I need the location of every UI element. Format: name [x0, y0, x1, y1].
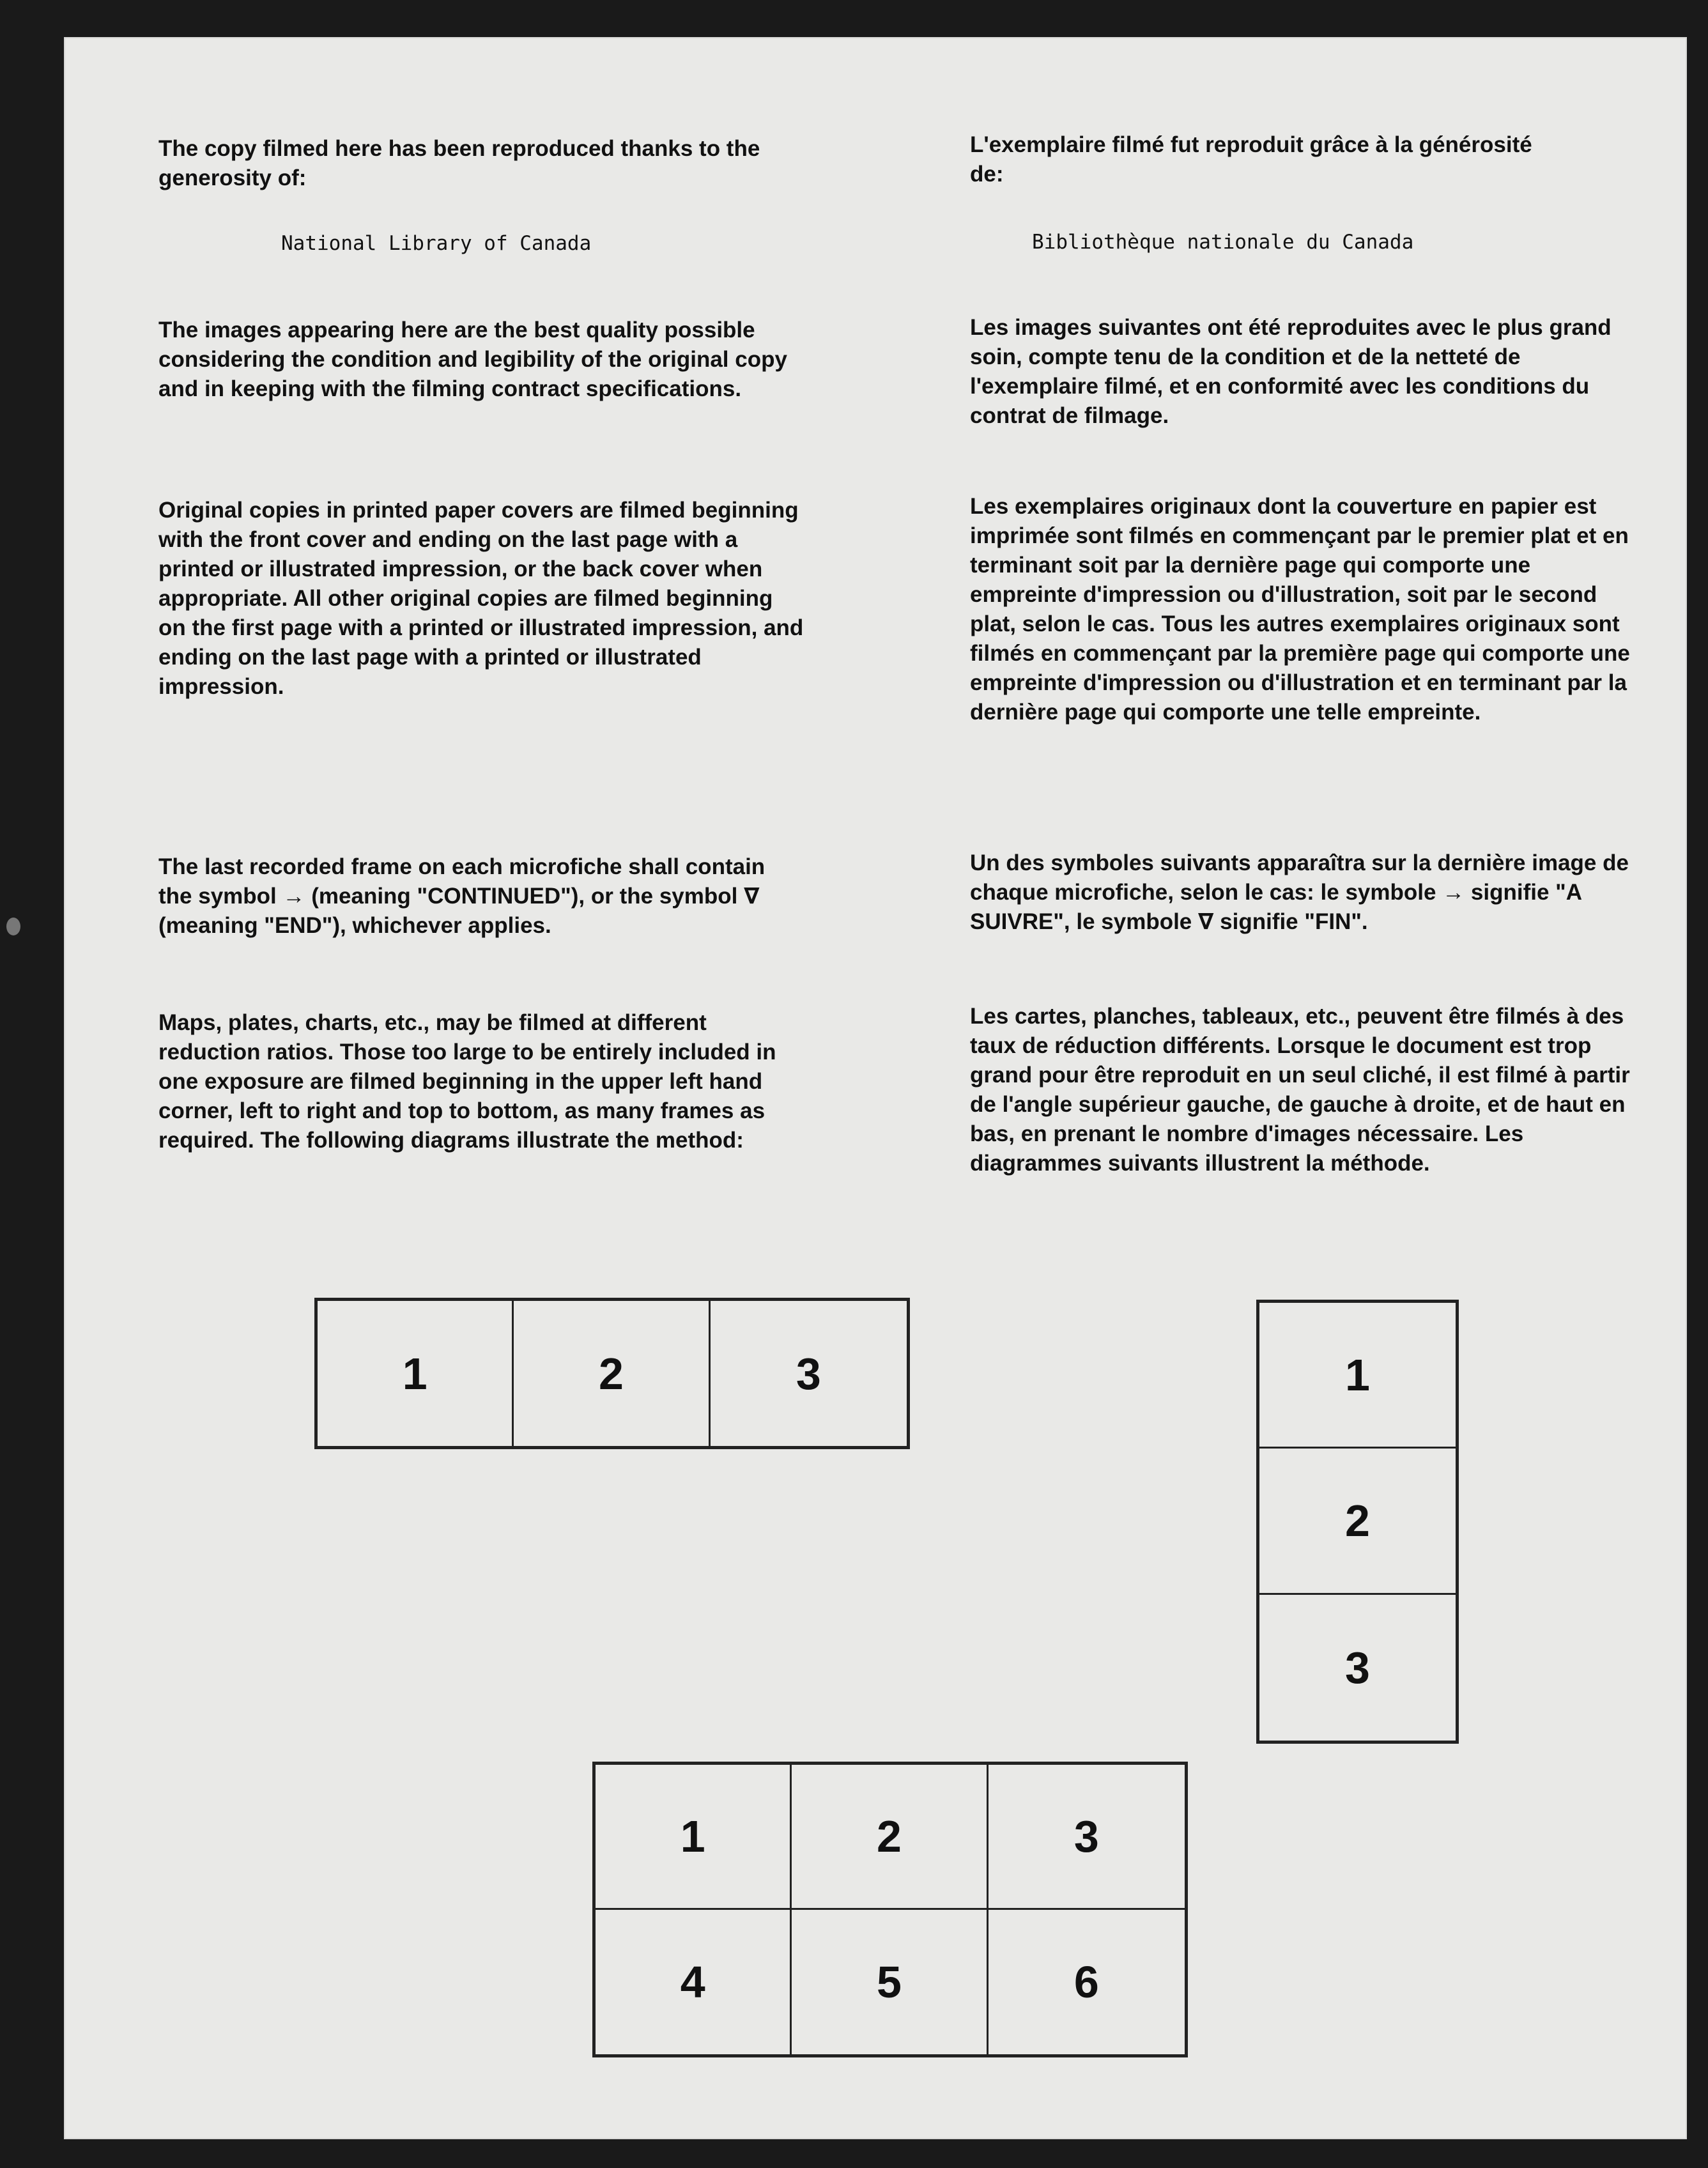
french-quality-block — [970, 313, 1635, 431]
end-triangle-icon: ∇ — [744, 884, 760, 909]
symbols-text-c: (meaning "END"), whichever applies. — [158, 913, 551, 938]
frame-cell: 3 — [989, 1765, 1185, 1910]
frame-cell: 4 — [596, 1910, 792, 2055]
french-originals-block — [970, 492, 1635, 727]
frame-cell: 2 — [1259, 1449, 1456, 1594]
symbols-text-b: (meaning "CONTINUED"), or the symbol — [311, 884, 738, 909]
frame-cell: 3 — [1345, 1642, 1370, 1693]
vertical-frames-diagram — [1256, 1300, 1459, 1744]
frame-cell: 3 — [796, 1348, 821, 1399]
quality-text: The images appearing here are the best quality possible considering the condition and legibility of the original copy and in keeping with the filming contract specifications. — [158, 318, 787, 401]
english-maps-block — [158, 1008, 804, 1155]
film-speck — [6, 918, 20, 935]
symbols-text-fr-c: signifie "FIN". — [1220, 909, 1368, 934]
end-triangle-icon: ∇ — [1198, 909, 1214, 934]
french-maps-block — [970, 1002, 1635, 1178]
french-institution — [1032, 227, 1696, 257]
intro-text-fr: L'exemplaire filmé fut reproduit grâce à la générosité de: — [970, 132, 1532, 187]
quality-text-fr: Les images suivantes ont été reproduites avec le plus grand soin, compte tenu de la condition et de la netteté de l'exemplaire filmé, et en conformité avec les conditions du contrat de filmage. — [970, 315, 1612, 428]
grid-frames-diagram — [592, 1762, 1188, 2057]
originals-text-fr: Les exemplaires originaux dont la couverture en papier est imprimée sont filmés en commençant par le premier plat et en terminant soit par la dernière page qui comporte une empreinte d'impression ou d'illustration, soit par le second plat, selon le cas. Tous les autres exemplaires originaux sont filmés en commençant par la première page qui comporte une empreinte d'impression ou d'illustration et en terminant par la dernière page qui comporte une telle empreinte. — [970, 494, 1630, 725]
frame-cell: 1 — [318, 1301, 514, 1446]
english-symbols-block — [158, 852, 797, 941]
institution-name-fr: Bibliothèque nationale du Canada — [1032, 231, 1414, 254]
frame-cell: 5 — [792, 1910, 988, 2055]
maps-text-fr: Les cartes, planches, tableaux, etc., peuvent être filmés à des taux de réduction différents. Lorsque le document est trop grand pour être reproduit en un seul cliché, il est filmé à partir de l'angle supérieur gauche, de gauche à droite, et de haut en bas, en prenant le nombre d'images nécessaire. Les diagrammes suivants illustrent la méthode. — [970, 1004, 1630, 1176]
french-symbols-block — [970, 849, 1635, 937]
document-sheet — [64, 37, 1687, 2139]
english-institution — [281, 229, 946, 258]
english-originals-block — [158, 496, 804, 702]
symbols-text-fr-b: signifie "A SUIVRE", le symbole — [970, 880, 1581, 934]
symbols-text-a: The last recorded frame on each microfiche shall contain the symbol — [158, 854, 766, 909]
symbols-text-fr — [970, 849, 1635, 937]
english-quality-block — [158, 316, 797, 404]
french-column — [970, 130, 1545, 189]
frame-cell: 1 — [596, 1765, 792, 1910]
frame-cell: 1 — [1259, 1303, 1456, 1449]
english-column — [158, 134, 823, 193]
frame-cell: 2 — [792, 1765, 988, 1910]
symbols-text-fr-a: Un des symboles suivants apparaîtra sur la dernière image de chaque microfiche, selon le cas: le symbole — [970, 850, 1629, 905]
arrow-icon: → — [1442, 880, 1465, 905]
arrow-icon: → — [282, 884, 305, 909]
symbols-text — [158, 852, 797, 941]
frame-cell: 2 — [514, 1301, 710, 1446]
originals-text: Original copies in printed paper covers are filmed beginning with the front cover and ending on the last page with a printed or illustrated impression, or the back cover when appropriate. All other original copies are filmed beginning on the first page with a printed or illustrated impression, and ending on the last page with a printed or illustrated impression. — [158, 498, 804, 699]
institution-name: National Library of Canada — [281, 232, 592, 255]
horizontal-frames-diagram — [314, 1298, 910, 1449]
frame-cell: 6 — [1073, 1957, 1099, 2007]
maps-text: Maps, plates, charts, etc., may be filmed at different reduction ratios. Those too large to be entirely included in one exposure are filmed beginning in the upper left hand corner, left to right and top to bottom, as many frames as required. The following diagrams illustrate the method: — [158, 1010, 776, 1153]
intro-text: The copy filmed here has been reproduced thanks to the generosity of: — [158, 136, 760, 190]
